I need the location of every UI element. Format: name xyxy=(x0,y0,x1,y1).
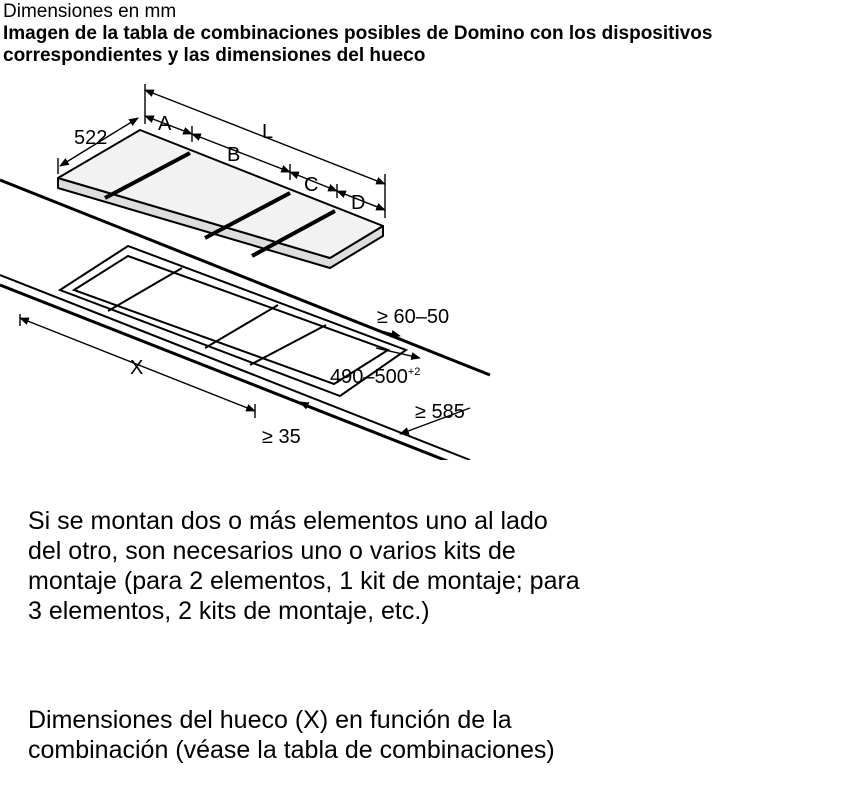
label-a: A xyxy=(158,113,172,135)
label-edge-distance: ≥ 35 xyxy=(262,426,301,448)
cutout-divider-c-d xyxy=(250,325,326,365)
mounting-kit-note: Si se montan dos o más elementos uno al lado del otro, son necesarios uno o varios kits de montaje (para 2 elementos, 1 kit de montaje; para 3 elementos, 2 kits de montaje, etc.) xyxy=(28,507,580,625)
label-x: X xyxy=(130,357,144,379)
label-522: 522 xyxy=(74,127,108,149)
cutout-dimensions-note: Dimensiones del hueco (X) en función de la combinación (véase la tabla de combinaciones) xyxy=(28,706,555,764)
label-b: B xyxy=(227,144,241,166)
cutout-divider-a-b xyxy=(108,268,182,311)
cutout-divider-b-c xyxy=(205,305,278,348)
label-d: D xyxy=(351,192,366,214)
dim-35-line xyxy=(300,402,320,412)
label-c: C xyxy=(304,174,319,196)
label-l: L xyxy=(262,121,274,143)
cutout-inner xyxy=(74,256,388,384)
label-cutout-depth: $490-500^{+2}$ xyxy=(330,366,421,388)
label-worktop-depth: ≥ 585 xyxy=(415,401,465,423)
figure-title: Imagen de la tabla de combinaciones posibles de Domino con los dispositivos correspondientes y las dimensiones del hueco xyxy=(3,23,713,66)
label-worktop-thickness: ≥ 60–50 xyxy=(377,306,450,328)
domino-installation-diagram xyxy=(0,78,520,460)
hob-elements xyxy=(58,130,383,268)
dimensions-unit-caption: Dimensiones en mm xyxy=(3,1,177,22)
